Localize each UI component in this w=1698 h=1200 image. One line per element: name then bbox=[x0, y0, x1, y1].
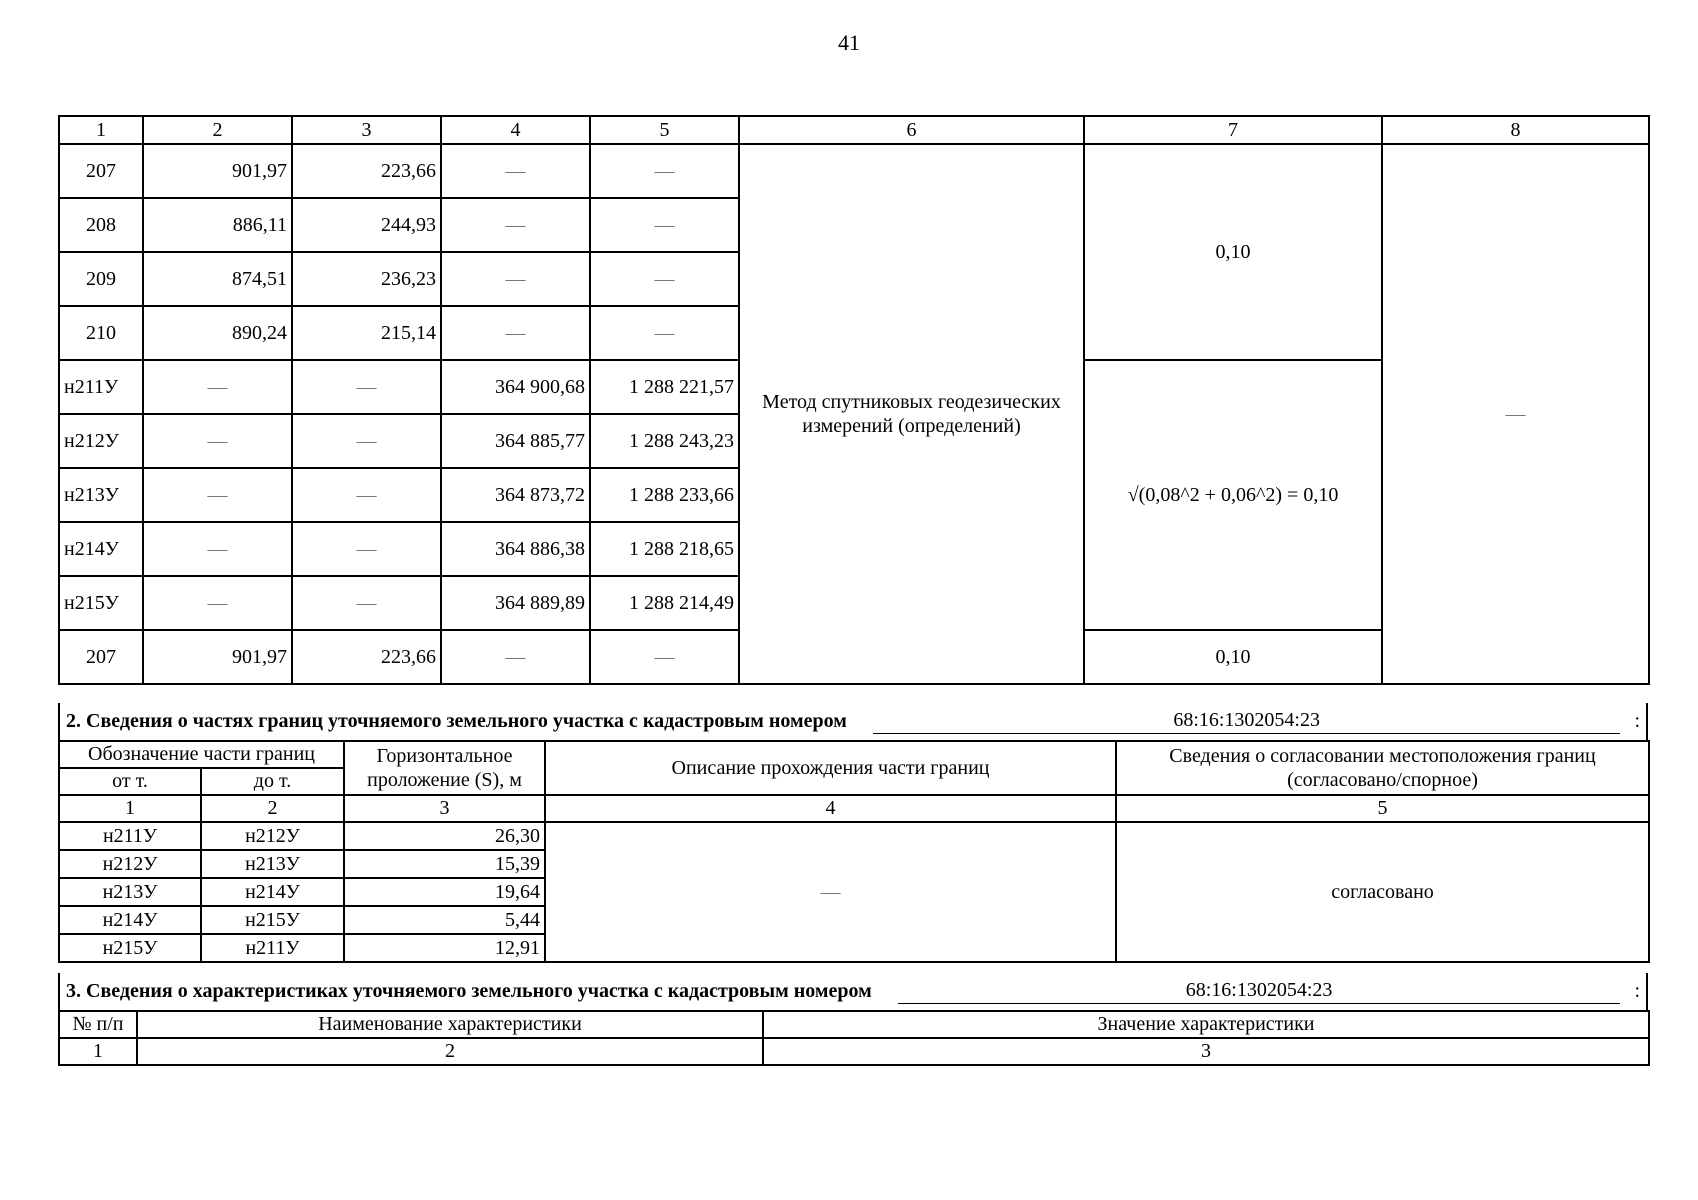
accuracy-bottom: 0,10 bbox=[1084, 630, 1382, 684]
from-point: н214У bbox=[59, 906, 201, 934]
col-number: 1 bbox=[59, 1038, 137, 1065]
col-header: 6 bbox=[739, 116, 1084, 144]
y-old: — bbox=[292, 414, 441, 468]
horizontal-value: 5,44 bbox=[344, 906, 545, 934]
point-name: 209 bbox=[59, 252, 143, 306]
y-new: 1 288 214,49 bbox=[590, 576, 739, 630]
table-row bbox=[59, 144, 1649, 198]
from-point: н215У bbox=[59, 934, 201, 962]
horizontal-value: 19,64 bbox=[344, 878, 545, 906]
agreement-value: согласовано bbox=[1116, 822, 1649, 962]
horizontal-value: 12,91 bbox=[344, 934, 545, 962]
point-name: 208 bbox=[59, 198, 143, 252]
section3-heading bbox=[58, 973, 1648, 1010]
x-old: 901,97 bbox=[143, 144, 292, 198]
col-number-row bbox=[59, 795, 1649, 822]
from-point: н211У bbox=[59, 822, 201, 850]
col-number: 3 bbox=[763, 1038, 1649, 1065]
num-header: № п/п bbox=[59, 1011, 137, 1038]
point-name: н214У bbox=[59, 522, 143, 576]
page-number: 41 bbox=[838, 30, 860, 55]
x-old: — bbox=[143, 468, 292, 522]
y-old: 223,66 bbox=[292, 144, 441, 198]
horizontal-value: 26,30 bbox=[344, 822, 545, 850]
accuracy-formula: √(0,08^2 + 0,06^2) = 0,10 bbox=[1084, 360, 1382, 630]
x-new: 364 886,38 bbox=[441, 522, 590, 576]
to-point: н213У bbox=[201, 850, 344, 878]
description-value: — bbox=[545, 822, 1116, 962]
to-header: до т. bbox=[201, 768, 344, 795]
col-number: 1 bbox=[59, 795, 201, 822]
col8-value: — bbox=[1382, 144, 1649, 684]
horizontal-value: 15,39 bbox=[344, 850, 545, 878]
method-cell: Метод спутниковых геодезических измерений (определений) bbox=[739, 144, 1084, 684]
x-old: 901,97 bbox=[143, 630, 292, 684]
description-header: Описание прохождения части границ bbox=[545, 741, 1116, 795]
x-old: — bbox=[143, 360, 292, 414]
y-old: — bbox=[292, 360, 441, 414]
x-new: 364 900,68 bbox=[441, 360, 590, 414]
col-number: 3 bbox=[344, 795, 545, 822]
from-header: от т. bbox=[59, 768, 201, 795]
y-new: — bbox=[590, 252, 739, 306]
x-old: — bbox=[143, 414, 292, 468]
col-number: 2 bbox=[137, 1038, 763, 1065]
section2-suffix: : bbox=[1634, 710, 1640, 732]
to-point: н211У bbox=[201, 934, 344, 962]
coordinates-table bbox=[58, 115, 1650, 685]
point-name: н212У bbox=[59, 414, 143, 468]
x-new: 364 873,72 bbox=[441, 468, 590, 522]
col-header: 3 bbox=[292, 116, 441, 144]
col-header: 7 bbox=[1084, 116, 1382, 144]
x-new: — bbox=[441, 198, 590, 252]
x-new: 364 889,89 bbox=[441, 576, 590, 630]
col-number: 2 bbox=[201, 795, 344, 822]
col-number: 5 bbox=[1116, 795, 1649, 822]
section3-cadastral: 68:16:1302054:23 bbox=[898, 979, 1621, 1004]
header-row bbox=[59, 116, 1649, 144]
point-name: н213У bbox=[59, 468, 143, 522]
y-new: — bbox=[590, 306, 739, 360]
section3-suffix: : bbox=[1634, 980, 1640, 1002]
point-name: 207 bbox=[59, 630, 143, 684]
y-old: — bbox=[292, 522, 441, 576]
col-header: 2 bbox=[143, 116, 292, 144]
x-new: — bbox=[441, 630, 590, 684]
y-new: — bbox=[590, 198, 739, 252]
border-parts-table bbox=[58, 740, 1650, 963]
x-new: — bbox=[441, 144, 590, 198]
y-old: 215,14 bbox=[292, 306, 441, 360]
y-new: 1 288 233,66 bbox=[590, 468, 739, 522]
y-old: — bbox=[292, 468, 441, 522]
to-point: н215У bbox=[201, 906, 344, 934]
part-designation-header: Обозначение части границ bbox=[59, 741, 344, 768]
x-old: — bbox=[143, 522, 292, 576]
y-new: 1 288 221,57 bbox=[590, 360, 739, 414]
y-old: — bbox=[292, 576, 441, 630]
y-old: 236,23 bbox=[292, 252, 441, 306]
characteristics-table bbox=[58, 1010, 1650, 1066]
y-old: 244,93 bbox=[292, 198, 441, 252]
x-old: 890,24 bbox=[143, 306, 292, 360]
y-new: — bbox=[590, 630, 739, 684]
value-header: Значение характеристики bbox=[763, 1011, 1649, 1038]
x-new: — bbox=[441, 252, 590, 306]
y-new: 1 288 243,23 bbox=[590, 414, 739, 468]
y-new: 1 288 218,65 bbox=[590, 522, 739, 576]
x-new: 364 885,77 bbox=[441, 414, 590, 468]
col-header: 8 bbox=[1382, 116, 1649, 144]
to-point: н214У bbox=[201, 878, 344, 906]
name-header: Наименование характеристики bbox=[137, 1011, 763, 1038]
x-new: — bbox=[441, 306, 590, 360]
y-old: 223,66 bbox=[292, 630, 441, 684]
y-new: — bbox=[590, 144, 739, 198]
point-name: н215У bbox=[59, 576, 143, 630]
point-name: 210 bbox=[59, 306, 143, 360]
to-point: н212У bbox=[201, 822, 344, 850]
agreement-header: Сведения о согласовании местоположения границ (согласовано/спорное) bbox=[1116, 741, 1649, 795]
x-old: — bbox=[143, 576, 292, 630]
col-number: 4 bbox=[545, 795, 1116, 822]
section2-title: 2. Сведения о частях границ уточняемого земельного участка с кадастровым номером bbox=[66, 710, 847, 732]
from-point: н213У bbox=[59, 878, 201, 906]
table-row bbox=[59, 822, 1649, 850]
header-row bbox=[59, 741, 1649, 768]
section2-heading bbox=[58, 703, 1648, 740]
col-header: 5 bbox=[590, 116, 739, 144]
col-header: 4 bbox=[441, 116, 590, 144]
col-header: 1 bbox=[59, 116, 143, 144]
point-name: н211У bbox=[59, 360, 143, 414]
from-point: н212У bbox=[59, 850, 201, 878]
accuracy-top: 0,10 bbox=[1084, 144, 1382, 360]
section2-cadastral: 68:16:1302054:23 bbox=[873, 709, 1621, 734]
horizontal-header: Горизонтальное проложение (S), м bbox=[344, 741, 545, 795]
x-old: 874,51 bbox=[143, 252, 292, 306]
x-old: 886,11 bbox=[143, 198, 292, 252]
col-number-row bbox=[59, 1038, 1649, 1065]
point-name: 207 bbox=[59, 144, 143, 198]
header-row bbox=[59, 1011, 1649, 1038]
section3-title: 3. Сведения о характеристиках уточняемого земельного участка с кадастровым номером bbox=[66, 980, 872, 1002]
